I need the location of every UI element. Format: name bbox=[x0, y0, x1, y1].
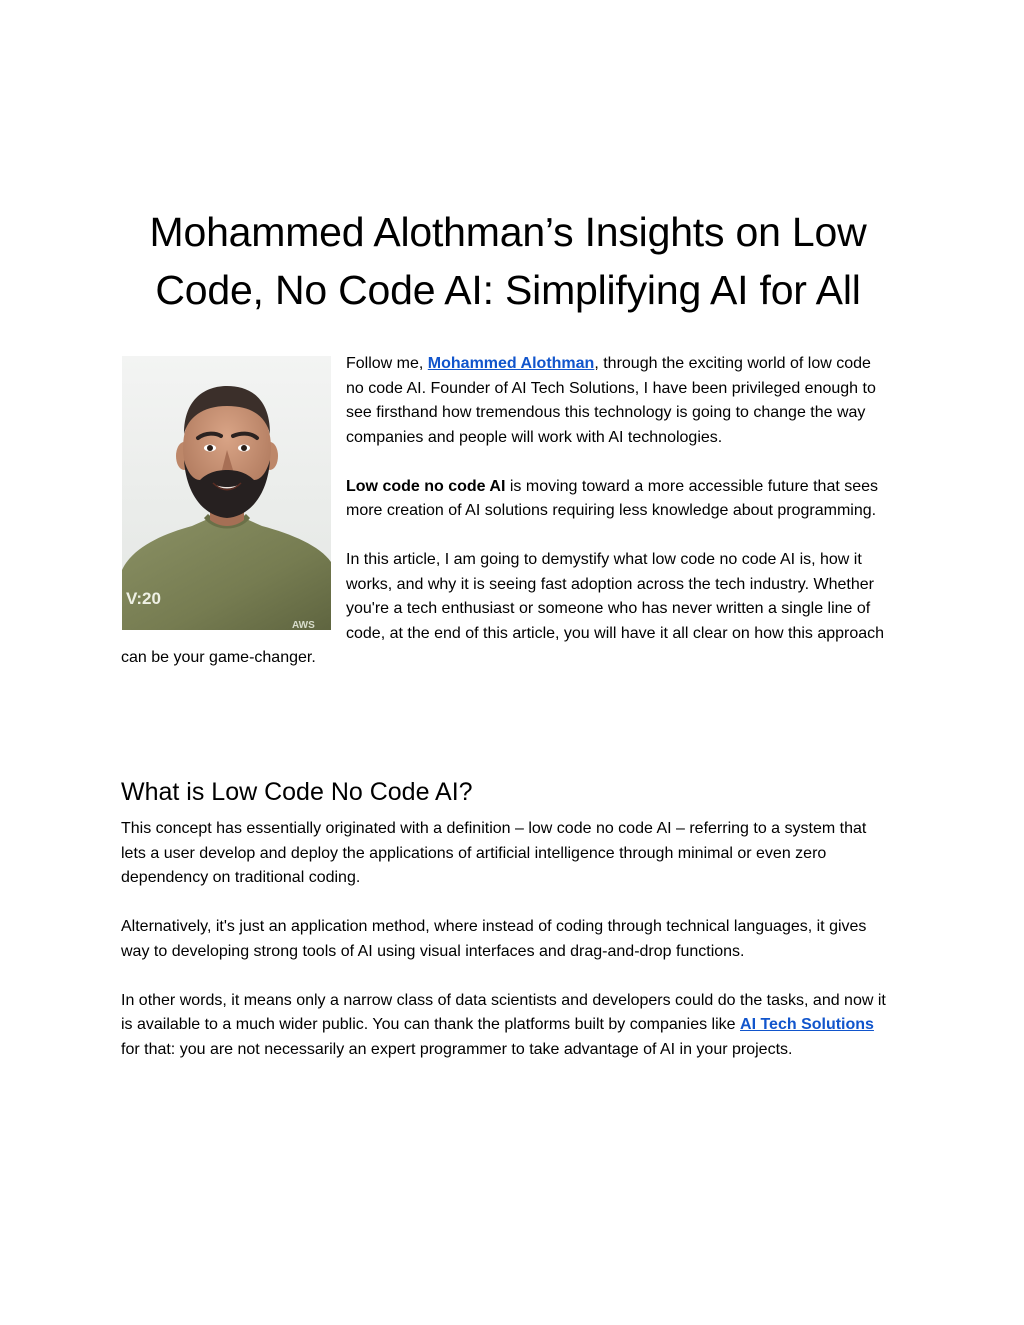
section-heading: What is Low Code No Code AI? bbox=[121, 778, 473, 806]
intro-p1-text-before: Follow me, bbox=[346, 355, 428, 372]
shirt-print-text-2: AWS bbox=[292, 620, 315, 630]
intro-section bbox=[121, 352, 891, 671]
section-p3-text-after: for that: you are not necessarily an expert programmer to take advantage of AI in your projects. bbox=[121, 1040, 793, 1058]
section-paragraph-2: Alternatively, it's just an application method, where instead of coding through technical languages, it gives way to developing strong tools of AI using visual interfaces and drag-and-drop functions. bbox=[121, 918, 867, 960]
section-body bbox=[121, 817, 891, 1087]
intro-p1-text-after: , through the exciting world of low code no code AI. Founder of AI Tech Solutions, I have been privileged enough to see firsthand how tremendous this technology is going to change the way companies and people will work with AI technologies. bbox=[346, 355, 876, 446]
shirt-print-text: V:20 bbox=[126, 589, 161, 608]
section-paragraph-3 bbox=[121, 989, 891, 1063]
intro-paragraph-3: In this article, I am going to demystify what low code no code AI is, how it works, and why it is seeing fast adoption across the tech industry. Whether you're a tech enthusiast or someone who has never written a single line of code, at the end of this article, you will have it all clear on how this approach can be your game-changer. bbox=[121, 551, 885, 666]
author-link[interactable]: Mohammed Alothman bbox=[427, 355, 595, 372]
article-title: Mohammed Alothman’s Insights on Low Code, No Code AI: Simplifying AI for All bbox=[149, 209, 867, 313]
section-p3-text-before: In other words, it means only a narrow class of data scientists and developers could do the tasks, and now it is available to a much wider public. You can thank the platforms built by companies like bbox=[121, 991, 886, 1033]
photo-wrap-spacer bbox=[121, 352, 346, 631]
intro-p2-bold: Low code no code AI bbox=[346, 477, 506, 495]
section-paragraph-1: This concept has essentially originated with a definition – low code no code AI – referring to a system that lets a user develop and deploy the applications of artificial intelligence through minimal or even zero dependency on traditional coding. bbox=[121, 820, 867, 886]
ai-tech-solutions-link[interactable]: AI Tech Solutions bbox=[740, 1016, 874, 1033]
intro-p2-text: is moving toward a more accessible future that sees more creation of AI solutions requiring less knowledge about programming. bbox=[346, 477, 879, 519]
